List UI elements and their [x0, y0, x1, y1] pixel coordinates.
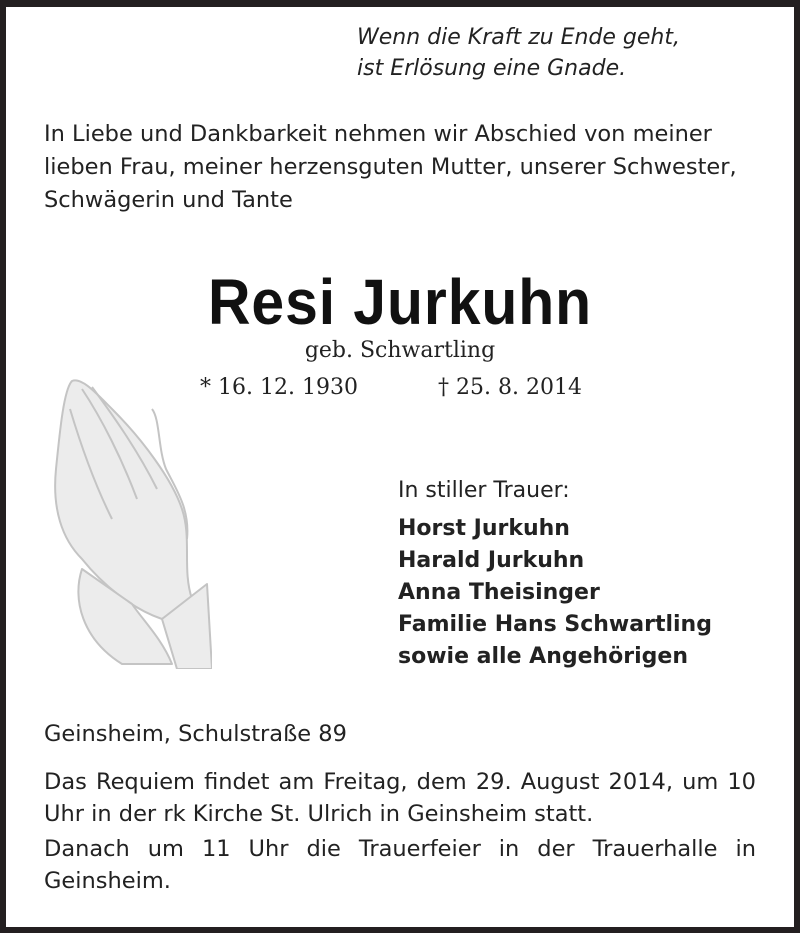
birth-date: * 16. 12. 1930 — [200, 375, 358, 400]
death-date: † 25. 8. 2014 — [438, 375, 582, 400]
quote-line-2: ist Erlösung eine Gnade. — [357, 56, 627, 81]
requiem-info: Das Requiem findet am Freitag, dem 29. August 2014, um 10 Uhr in der rk Kirche St. Ulrich in Geinsheim statt. — [44, 769, 756, 827]
intro-line-2: lieben Frau, meiner herzensguten Mutter, unserer Schwester, — [44, 154, 737, 180]
praying-hands-icon — [42, 369, 212, 669]
deceased-name: Resi Jurkuhn — [207, 266, 593, 338]
quote-line-1: Wenn die Kraft zu Ende geht, — [357, 25, 680, 50]
intro-line-3: Schwägerin und Tante — [44, 187, 293, 213]
obituary-notice — [6, 7, 794, 927]
intro-line-1: In Liebe und Dankbarkeit nehmen wir Abschied von meiner — [44, 121, 712, 147]
address: Geinsheim, Schulstraße 89 — [44, 721, 347, 747]
mourner-name: sowie alle Angehörigen — [398, 644, 689, 669]
mourner-name: Horst Jurkuhn — [398, 516, 570, 541]
mourner-name: Harald Jurkuhn — [398, 548, 585, 573]
mourner-name: Familie Hans Schwartling — [398, 612, 712, 637]
ceremony-info: Danach um 11 Uhr die Trauerfeier in der Trauerhalle in Geinsheim. — [44, 836, 756, 894]
maiden-name: geb. Schwartling — [304, 338, 496, 363]
mourner-name: Anna Theisinger — [398, 580, 600, 605]
mourners-heading: In stiller Trauer: — [398, 478, 570, 503]
